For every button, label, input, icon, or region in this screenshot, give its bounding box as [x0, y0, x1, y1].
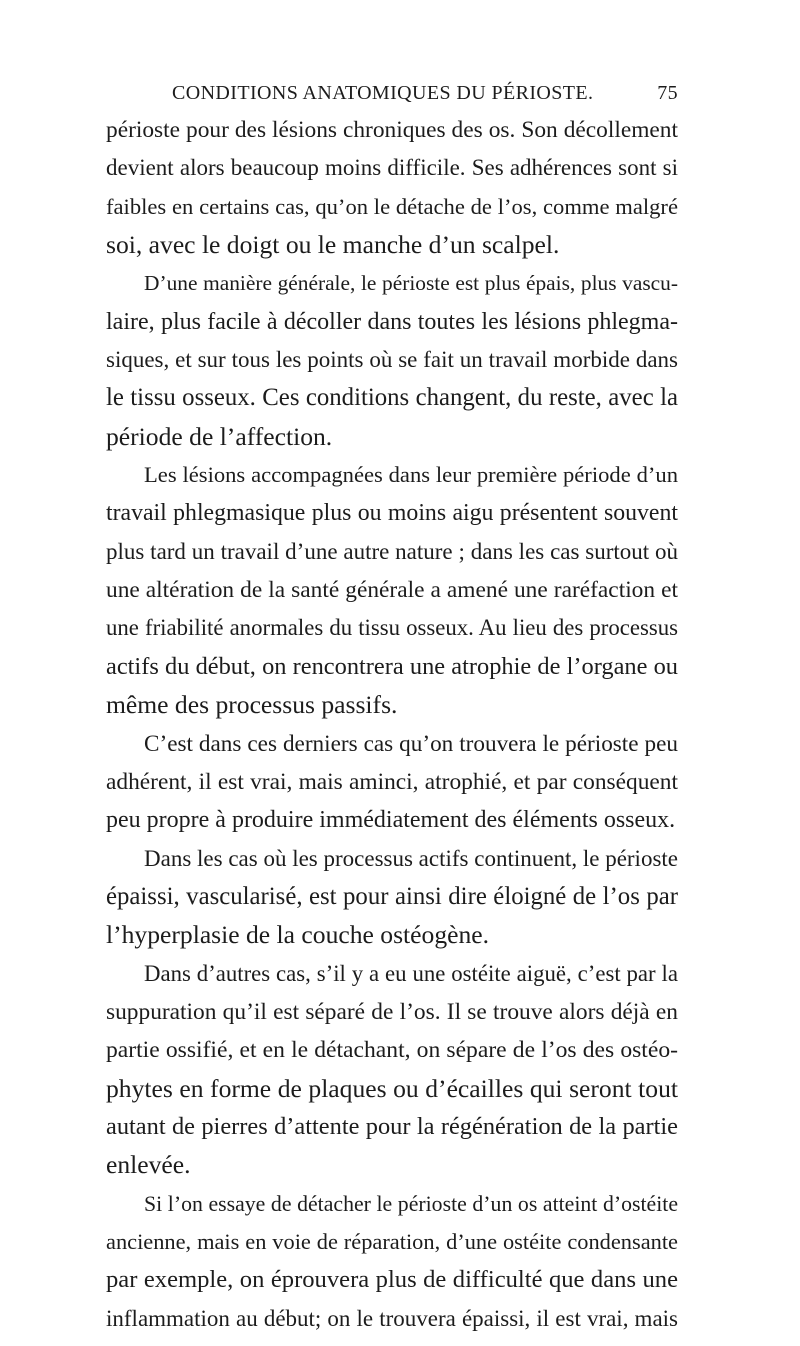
running-head	[118, 82, 678, 112]
text-line: périoste pour des lésions chroniques des os. Son décollement	[106, 117, 678, 143]
text-line: le tissu osseux. Ces conditions changent, du reste, avec la	[106, 384, 678, 412]
text-line: Dans les cas où les processus actifs continuent, le périoste	[144, 845, 678, 871]
running-title: CONDITIONS ANATOMIQUES DU PÉRIOSTE.	[172, 82, 594, 104]
text-line: épaissi, vascularisé, est pour ainsi dire éloigné de l’os par	[106, 882, 678, 910]
text-line: adhérent, il est vrai, mais aminci, atrophié, et par conséquent	[106, 768, 678, 795]
text-line: siques, et sur tous les points où se fait un travail morbide dans	[106, 347, 678, 373]
text-line: C’est dans ces derniers cas qu’on trouvera le périoste peu	[144, 730, 678, 757]
body-text	[106, 111, 678, 1338]
text-line: travail phlegmasique plus ou moins aigu présentent souvent	[106, 500, 678, 527]
text-line: devient alors beaucoup moins difficile. Ses adhérences sont si	[106, 155, 678, 181]
text-line: même des processus passifs.	[106, 690, 398, 720]
text-line: Dans d’autres cas, s’il y a eu une ostéite aiguë, c’est par la	[144, 960, 678, 986]
text-line: l’hyperplasie de la couche ostéogène.	[106, 920, 490, 950]
text-line: Les lésions accompagnées dans leur première période d’un	[144, 462, 678, 488]
text-line: une friabilité anormales du tissu osseux. Au lieu des processus	[106, 615, 678, 641]
text-line: une altération de la santé générale a amené une raréfaction et	[106, 577, 678, 604]
text-line: actifs du début, on rencontrera une atrophie de l’organe ou	[106, 652, 678, 680]
text-line: faibles en certains cas, qu’on le détache de l’os, comme malgré	[106, 193, 678, 219]
text-line: inflammation au début; on le trouvera épaissi, il est vrai, mais	[106, 1305, 678, 1331]
text-line: suppuration qu’il est séparé de l’os. Il se trouve alors déjà en	[106, 998, 678, 1025]
text-line: enlevée.	[106, 1150, 191, 1180]
text-line: Si l’on essaye de détacher le périoste d’un os atteint d’ostéite	[144, 1191, 678, 1216]
page-number: 75	[657, 82, 678, 104]
text-line: plus tard un travail d’une autre nature ; dans les cas surtout où	[106, 538, 678, 564]
text-line: par exemple, on éprouvera plus de difficulté que dans une	[106, 1266, 678, 1294]
text-line: autant de pierres d’attente pour la régénération de la partie	[106, 1112, 678, 1140]
text-line: laire, plus facile à décoller dans toutes les lésions phlegma-	[106, 308, 678, 335]
text-line: partie ossifié, et en le détachant, on sépare de l’os des ostéo-	[106, 1037, 678, 1064]
text-line: soi, avec le doigt ou le manche d’un scalpel.	[106, 230, 560, 260]
text-line: phytes en forme de plaques ou d’écailles qui seront tout	[106, 1073, 678, 1103]
text-line: peu propre à produire immédiatement des éléments osseux.	[106, 807, 676, 834]
text-line: période de l’affection.	[106, 421, 333, 451]
text-line: D’une manière générale, le périoste est plus épais, plus vascu-	[144, 271, 678, 296]
text-line: ancienne, mais en voie de réparation, d’une ostéite condensante	[106, 1228, 678, 1254]
